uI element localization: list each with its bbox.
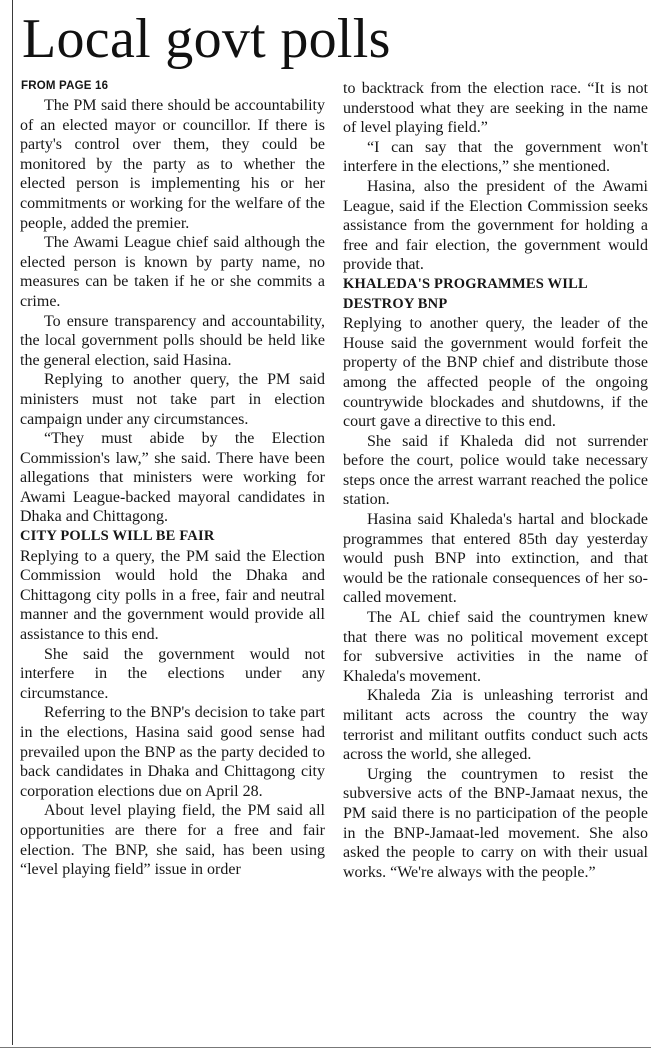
paragraph: Khaleda Zia is unleashing terrorist and militant acts across the country the way terrorist and militant outfits conduct such acts across the world, she alleged.	[343, 687, 648, 764]
column-rule-left	[12, 0, 13, 1045]
subhead-khaleda-programmes: KHALEDA'S PROGRAMMES WILL DESTROY BNP	[343, 275, 588, 312]
paragraph: Referring to the BNP's decision to take part in the elections, Hasina said good sense had prevailed upon the BNP as the party decided to back candidates in Dhaka and Chittagong city corporation elections due on April 28.	[20, 704, 325, 800]
paragraph: She said if Khaleda did not surrender before the court, police would take necessary steps once the arrest warrant reached the police station.	[343, 432, 648, 509]
paragraph: “They must abide by the Election Commission's law,” she said. There have been allegations that ministers were working for Awami League-backed mayoral candidates in Dhaka and Chittagong.	[20, 430, 325, 526]
paragraph: The PM said there should be accountability of an elected mayor or councillor. If there is party's control over them, they could be monitored by the party as to whether the elected person is implementing his or her commitments or working for the welfare of the people, added the premier.	[20, 97, 325, 232]
paragraph: The AL chief said the countrymen knew that there was no political movement except for subversive activities in the name of Khaleda's movement.	[343, 609, 648, 685]
headline: Local govt polls	[22, 8, 391, 70]
paragraph: Replying to another query, the PM said ministers must not take part in election campaign under any circumstances.	[20, 371, 325, 428]
article-column-right	[343, 79, 648, 882]
paragraph: The Awami League chief said although the elected person is known by party name, no measures can be taken if he or she commits a crime.	[20, 234, 325, 310]
paragraph: Urging the countrymen to resist the subversive acts of the BNP-Jamaat nexus, the PM said there is no participation of the people in the BNP-Jamaat-led movement. She also asked the people to carry on with their usual works. “We're always with the people.”	[343, 765, 648, 881]
paragraph: Replying to another query, the leader of the House said the government would forfeit the property of the BNP chief and distribute those among the affected people of the ongoing countrywide blockades and shutdowns, if the court gave a directive to this end.	[343, 315, 648, 431]
article-column-left	[20, 77, 325, 880]
paragraph: About level playing field, the PM said all opportunities are there for a free and fair election. The BNP, she said, has been using “level playing field” issue in order	[20, 802, 325, 879]
subhead-city-polls: CITY POLLS WILL BE FAIR	[20, 528, 215, 545]
paragraph: to backtrack from the election race. “It is not understood what they are seeking in the name of level playing field.”	[343, 80, 648, 137]
paragraph: “I can say that the government won't interfere in the elections,” she mentioned.	[343, 138, 648, 176]
page-rule-bottom	[0, 1047, 651, 1048]
continued-from-label: FROM PAGE 16	[21, 80, 109, 92]
paragraph: She said the government would not interfere in the elections under any circumstance.	[20, 645, 325, 702]
paragraph: Hasina said Khaleda's hartal and blockade programmes that entered 85th day yesterday would push BNP into extinction, and that would be the rationale consequences of her so-called movement.	[343, 511, 648, 607]
paragraph: Replying to a query, the PM said the Election Commission would hold the Dhaka and Chittagong city polls in a free, fair and neutral manner and the government would provide all assistance to this end.	[20, 547, 325, 644]
paragraph: To ensure transparency and accountability, the local government polls should be held like the general election, said Hasina.	[20, 312, 325, 369]
paragraph: Hasina, also the president of the Awami League, said if the Election Commission seeks assistance from the government for holding a free and fair election, the government would provide that.	[343, 177, 648, 274]
